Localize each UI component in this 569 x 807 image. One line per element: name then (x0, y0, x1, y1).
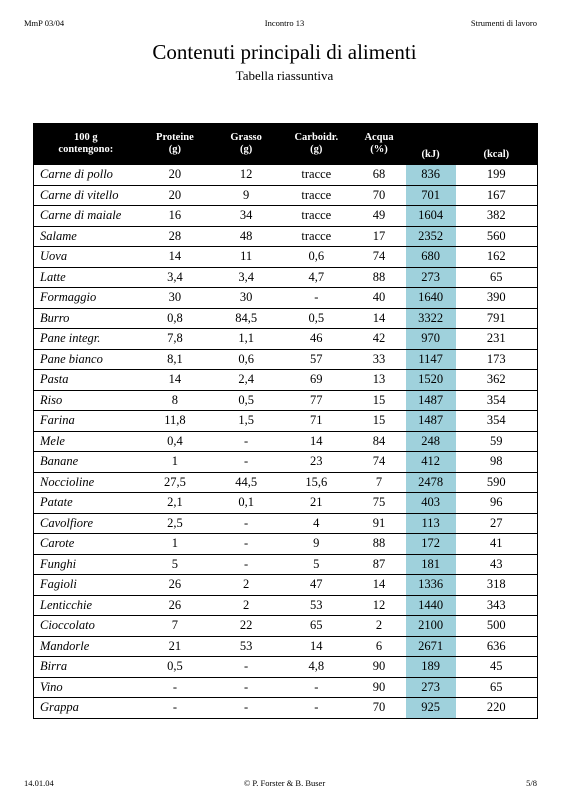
kj-cell: 1487 (406, 390, 456, 411)
table-row (34, 206, 538, 227)
header-kj (406, 124, 456, 165)
food-name-cell: Uova (40, 249, 68, 264)
page-title: Contenuti principali di alimenti (152, 40, 417, 64)
protein-cell: 1 (171, 454, 179, 469)
food-name-cell: Fagioli (40, 577, 77, 592)
fat-cell: - (244, 659, 249, 674)
carbs-cell: tracce (301, 228, 332, 243)
kcal-cell: 199 (486, 167, 506, 181)
table-row (34, 677, 538, 698)
table-row (34, 267, 538, 288)
table-row (34, 226, 538, 247)
water-cell: 2 (375, 618, 383, 633)
water-cell: 88 (372, 269, 386, 284)
water-cell: 91 (372, 515, 386, 530)
header-line: Grasso (230, 132, 262, 144)
table-header (34, 124, 538, 165)
fat-cell: 34 (239, 208, 253, 223)
carbs-cell: 77 (310, 392, 323, 407)
header-line: (kJ) (421, 148, 440, 160)
kj-cell: 836 (406, 165, 456, 186)
page-subtitle: Tabella riassuntiva (235, 68, 334, 83)
food-name-cell: Carne di vitello (40, 187, 119, 202)
kcal-cell: 500 (486, 618, 506, 633)
protein-cell: 21 (168, 638, 182, 653)
protein-cell: 26 (168, 577, 182, 592)
carbs-cell: 0,5 (308, 310, 325, 325)
fat-cell: 2 (243, 577, 250, 592)
kcal-cell: 98 (490, 454, 503, 469)
kcal-cell: 65 (490, 679, 503, 694)
kcal-cell: 560 (486, 228, 506, 243)
header-line: (kcal) (483, 148, 510, 160)
kj-cell: 1640 (406, 288, 456, 309)
water-cell: 90 (372, 679, 386, 694)
table-row (34, 411, 538, 432)
protein-cell: 1 (171, 536, 179, 551)
header-line: (%) (370, 144, 388, 156)
kj-cell: 189 (406, 657, 456, 678)
kj-cell: 2671 (406, 636, 456, 657)
header-line: Proteine (156, 132, 194, 144)
water-cell: 74 (372, 249, 386, 264)
kcal-cell: 590 (486, 474, 506, 489)
nutrition-table (33, 123, 538, 719)
carbs-cell: 14 (310, 638, 323, 653)
water-cell: 74 (372, 454, 386, 469)
fat-cell: 11 (240, 249, 253, 264)
fat-cell: 2,4 (238, 372, 254, 387)
kcal-cell: 43 (490, 556, 503, 571)
header-kcal (456, 124, 538, 165)
header-line: contengono: (58, 144, 114, 156)
kcal-cell: 354 (486, 413, 506, 428)
food-name-cell: Grappa (40, 700, 79, 715)
protein-cell: 27,5 (163, 474, 186, 489)
protein-cell: 30 (168, 290, 182, 305)
carbs-cell: - (314, 679, 319, 694)
fat-cell: 48 (239, 228, 253, 243)
kj-cell: 1147 (406, 349, 456, 370)
kcal-cell: 41 (490, 536, 503, 551)
kcal-cell: 65 (490, 269, 503, 284)
fat-cell: 1,1 (238, 331, 254, 346)
header-session: Incontro 13 (264, 18, 305, 28)
carbs-cell: 69 (310, 372, 323, 387)
footer-date: 14.01.04 (24, 778, 54, 788)
water-cell: 88 (372, 536, 386, 551)
fat-cell: 44,5 (235, 474, 258, 489)
water-cell: 70 (372, 700, 386, 715)
carbs-cell: 9 (313, 536, 320, 551)
fat-cell: - (244, 556, 249, 571)
protein-cell: 16 (168, 208, 182, 223)
table-row (34, 431, 538, 452)
kj-cell: 181 (406, 554, 456, 575)
kcal-cell: 318 (486, 577, 506, 592)
table-row (34, 472, 538, 493)
water-cell: 7 (375, 474, 383, 489)
table-row (34, 452, 538, 473)
kj-cell: 970 (406, 329, 456, 350)
food-name-cell: Riso (40, 392, 63, 407)
carbs-cell: tracce (301, 167, 332, 181)
protein-cell: 8,1 (167, 351, 183, 366)
food-name-cell: Pane bianco (40, 351, 103, 366)
kcal-cell: 173 (486, 351, 506, 366)
food-name-cell: Salame (40, 228, 77, 243)
food-name-cell: Vino (40, 679, 63, 694)
header-line: 100 g (74, 132, 98, 144)
water-cell: 84 (372, 433, 386, 448)
header-protein (138, 124, 212, 165)
carbs-cell: 47 (310, 577, 323, 592)
water-cell: 42 (372, 331, 386, 346)
table-row (34, 308, 538, 329)
carbs-cell: 4 (313, 515, 320, 530)
carbs-cell: 4,7 (308, 269, 325, 284)
header-water (352, 124, 405, 165)
carbs-cell: tracce (301, 208, 332, 223)
food-name-cell: Pasta (40, 372, 69, 387)
kcal-cell: 96 (490, 495, 503, 510)
protein-cell: 2,5 (167, 515, 183, 530)
protein-cell: 2,1 (167, 495, 183, 510)
fat-cell: 2 (243, 597, 250, 612)
header-section: Strumenti di lavoro (470, 18, 537, 28)
kj-cell: 273 (406, 267, 456, 288)
fat-cell: - (244, 700, 249, 715)
protein-cell: - (172, 679, 177, 694)
header-line: (g) (168, 144, 182, 156)
water-cell: 40 (372, 290, 386, 305)
fat-cell: 22 (239, 618, 253, 633)
table-body (34, 165, 538, 719)
fat-cell: 84,5 (235, 310, 258, 325)
carbs-cell: 14 (310, 433, 323, 448)
kcal-cell: 354 (486, 392, 506, 407)
carbs-cell: 71 (310, 413, 323, 428)
table-row (34, 247, 538, 268)
header-amount (34, 124, 138, 165)
food-name-cell: Burro (40, 310, 70, 325)
food-name-cell: Pane integr. (40, 331, 101, 346)
protein-cell: 7,8 (167, 331, 183, 346)
protein-cell: 26 (168, 597, 182, 612)
carbs-cell: - (314, 700, 319, 715)
carbs-cell: 0,6 (308, 249, 325, 264)
protein-cell: 11,8 (164, 413, 186, 428)
protein-cell: 0,4 (167, 433, 183, 448)
food-name-cell: Mele (40, 433, 65, 448)
table-row (34, 575, 538, 596)
carbs-cell: 23 (310, 454, 323, 469)
protein-cell: 20 (168, 167, 182, 181)
table-row (34, 288, 538, 309)
table-row (34, 349, 538, 370)
carbs-cell: 4,8 (308, 659, 325, 674)
kj-cell: 403 (406, 493, 456, 514)
fat-cell: 12 (239, 167, 253, 181)
kcal-cell: 390 (486, 290, 506, 305)
kcal-cell: 167 (486, 187, 506, 202)
water-cell: 68 (372, 167, 386, 181)
kcal-cell: 362 (486, 372, 506, 387)
header-course-code: MmP 03/04 (24, 18, 65, 28)
header-line: (g) (310, 144, 323, 156)
kj-cell: 2478 (406, 472, 456, 493)
carbs-cell: 5 (313, 556, 320, 571)
fat-cell: 3,4 (238, 269, 254, 284)
kj-cell: 248 (406, 431, 456, 452)
footer-copyright: © P. Forster & B. Buser (243, 778, 326, 788)
carbs-cell: 57 (310, 351, 323, 366)
table-row (34, 534, 538, 555)
food-name-cell: Cioccolato (40, 618, 95, 633)
fat-cell: - (244, 454, 249, 469)
water-cell: 15 (372, 392, 386, 407)
protein-cell: 14 (168, 372, 182, 387)
kj-cell: 2100 (406, 616, 456, 637)
carbs-cell: 46 (310, 331, 323, 346)
water-cell: 33 (372, 351, 386, 366)
table-row (34, 493, 538, 514)
protein-cell: 0,5 (167, 659, 183, 674)
table-header-row (34, 124, 538, 165)
water-cell: 75 (372, 495, 386, 510)
footer-page-number: 5/8 (526, 778, 537, 788)
kcal-cell: 45 (490, 659, 503, 674)
kj-cell: 1520 (406, 370, 456, 391)
header-line: Carboidr. (294, 132, 339, 144)
kj-cell: 412 (406, 452, 456, 473)
fat-cell: - (244, 433, 249, 448)
water-cell: 87 (372, 556, 386, 571)
kj-cell: 701 (406, 185, 456, 206)
fat-cell: - (244, 536, 249, 551)
table-row (34, 165, 538, 186)
carbs-cell: 21 (310, 495, 323, 510)
fat-cell: 9 (243, 187, 250, 202)
water-cell: 49 (372, 208, 386, 223)
food-name-cell: Banane (40, 454, 79, 469)
table-row (34, 595, 538, 616)
fat-cell: - (244, 515, 249, 530)
kj-cell: 2352 (406, 226, 456, 247)
table-row (34, 513, 538, 534)
table-row (34, 185, 538, 206)
protein-cell: 14 (168, 249, 182, 264)
fat-cell: 53 (239, 638, 253, 653)
food-name-cell: Funghi (40, 556, 77, 571)
water-cell: 15 (372, 413, 386, 428)
header-line: Acqua (364, 132, 394, 144)
table-row (34, 554, 538, 575)
table-row (34, 616, 538, 637)
header-carbs (280, 124, 352, 165)
protein-cell: 20 (168, 187, 182, 202)
carbs-cell: 53 (310, 597, 323, 612)
kj-cell: 1604 (406, 206, 456, 227)
kj-cell: 1440 (406, 595, 456, 616)
kcal-cell: 343 (486, 597, 506, 612)
table-row (34, 698, 538, 719)
kj-cell: 273 (406, 677, 456, 698)
food-name-cell: Carote (40, 536, 75, 551)
water-cell: 70 (372, 187, 386, 202)
water-cell: 14 (372, 310, 386, 325)
food-name-cell: Latte (40, 269, 66, 284)
food-name-cell: Carne di maiale (40, 208, 122, 223)
kcal-cell: 59 (490, 433, 503, 448)
protein-cell: 7 (171, 618, 179, 633)
protein-cell: 28 (168, 228, 182, 243)
table-row (34, 370, 538, 391)
food-name-cell: Noccioline (40, 474, 95, 489)
kcal-cell: 231 (486, 331, 506, 346)
water-cell: 14 (372, 577, 386, 592)
kj-cell: 680 (406, 247, 456, 268)
nutrition-table-container (33, 123, 538, 719)
kj-cell: 1336 (406, 575, 456, 596)
fat-cell: 0,6 (238, 351, 254, 366)
water-cell: 17 (372, 228, 386, 243)
fat-cell: 1,5 (238, 413, 254, 428)
kj-cell: 172 (406, 534, 456, 555)
food-name-cell: Lenticchie (40, 597, 93, 612)
table-row (34, 329, 538, 350)
water-cell: 90 (372, 659, 386, 674)
food-name-cell: Birra (40, 659, 68, 674)
kcal-cell: 27 (490, 515, 503, 530)
table-row (34, 657, 538, 678)
protein-cell: 3,4 (167, 269, 183, 284)
kcal-cell: 162 (486, 249, 506, 264)
protein-cell: - (172, 700, 177, 715)
table-row (34, 390, 538, 411)
water-cell: 6 (375, 638, 383, 653)
fat-cell: 0,1 (238, 495, 254, 510)
carbs-cell: 15,6 (305, 474, 328, 489)
protein-cell: 8 (171, 392, 179, 407)
kcal-cell: 382 (486, 208, 506, 223)
water-cell: 13 (372, 372, 386, 387)
fat-cell: 0,5 (238, 392, 254, 407)
food-name-cell: Patate (40, 495, 73, 510)
fat-cell: 30 (239, 290, 253, 305)
kj-cell: 1487 (406, 411, 456, 432)
protein-cell: 5 (171, 556, 179, 571)
food-name-cell: Carne di pollo (40, 167, 113, 181)
carbs-cell: - (314, 290, 319, 305)
kj-cell: 3322 (406, 308, 456, 329)
water-cell: 12 (372, 597, 386, 612)
kj-cell: 113 (406, 513, 456, 534)
kcal-cell: 636 (486, 638, 506, 653)
kj-cell: 925 (406, 698, 456, 719)
kcal-cell: 220 (486, 700, 506, 715)
header-line: (g) (240, 144, 253, 156)
food-name-cell: Cavolfiore (40, 515, 94, 530)
header-fat (212, 124, 280, 165)
food-name-cell: Formaggio (40, 290, 97, 305)
fat-cell: - (244, 679, 249, 694)
kcal-cell: 791 (486, 310, 506, 325)
food-name-cell: Farina (40, 413, 75, 428)
carbs-cell: 65 (310, 618, 323, 633)
carbs-cell: tracce (301, 187, 332, 202)
food-name-cell: Mandorle (40, 638, 90, 653)
protein-cell: 0,8 (167, 310, 183, 325)
table-row (34, 636, 538, 657)
